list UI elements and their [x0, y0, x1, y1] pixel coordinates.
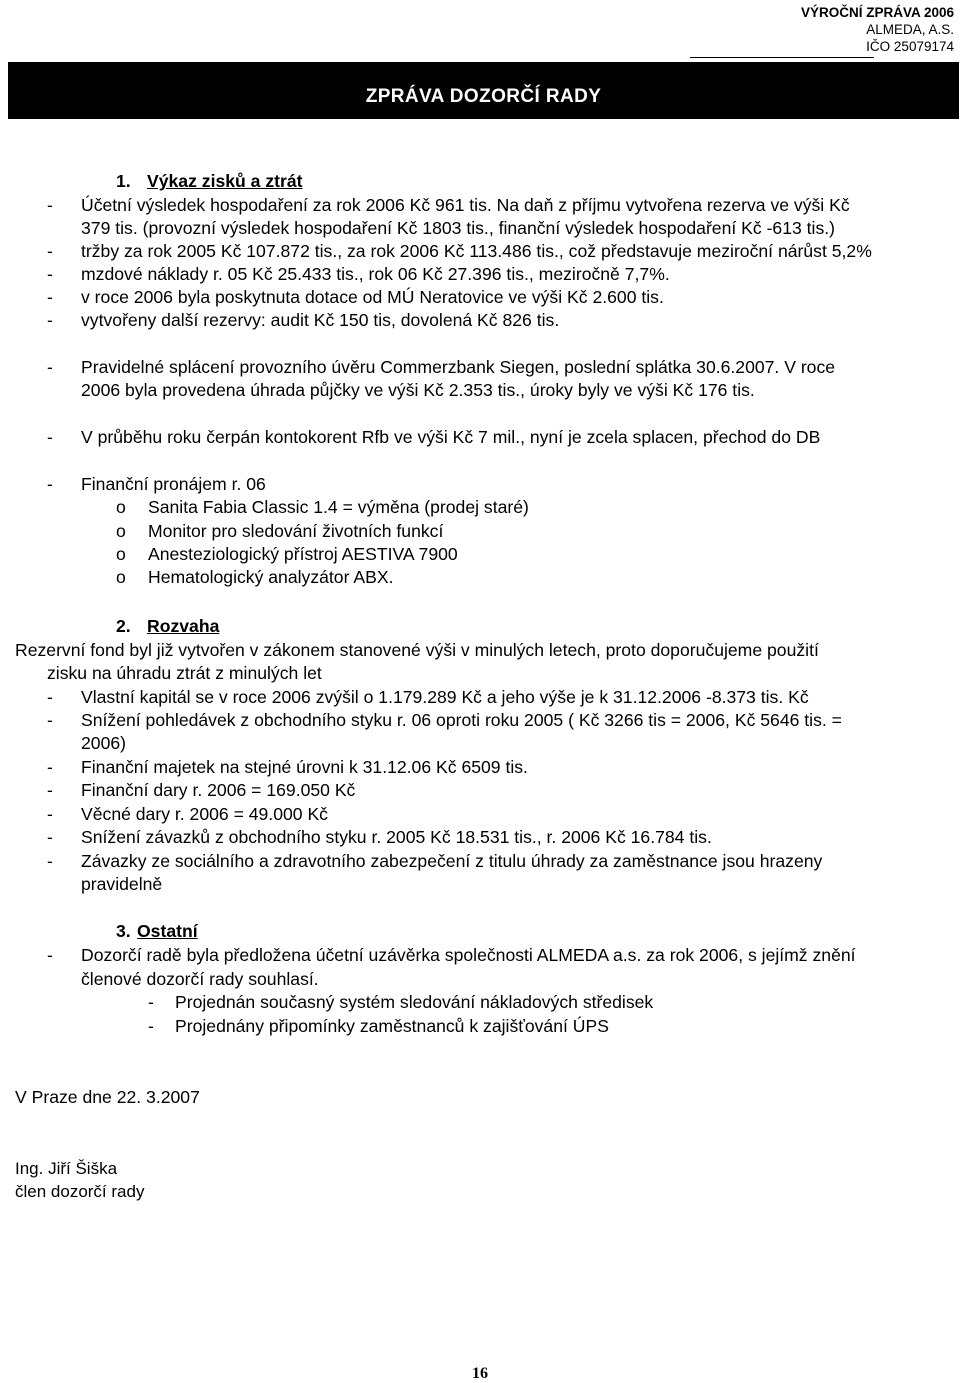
list-item: Dozorčí radě byla předložena účetní uzávěrka společnosti ALMEDA a.s. za rok 2006, s jejímž znění: [81, 945, 856, 965]
list-item: Finanční dary r. 2006 = 169.050 Kč: [81, 780, 356, 800]
paragraph-line: Rezervní fond byl již vytvořen v zákonem stanovené výši v minulých letech, proto doporučujeme použití: [15, 640, 819, 660]
list-item: tržby za rok 2005 Kč 107.872 tis., za rok 2006 Kč 113.486 tis., což představuje meziroční nárůst 5,2%: [81, 241, 872, 261]
bullet-dash: -: [47, 264, 53, 284]
bullet-dash: -: [47, 310, 53, 330]
bullet-dash: -: [148, 1016, 154, 1036]
signatory-name: Ing. Jiří Šiška: [15, 1159, 118, 1178]
sub-list-item: Hematologický analyzátor ABX.: [148, 567, 394, 587]
list-item: Vlastní kapitál se v roce 2006 zvýšil o 1.179.289 Kč a jeho výše je k 31.12.2006 -8.373 tis. Kč: [81, 687, 809, 707]
bullet-dash: -: [47, 804, 53, 824]
signatory-role: člen dozorčí rady: [15, 1182, 145, 1201]
sub-list-item: Projednány připomínky zaměstnanců k zajišťování ÚPS: [175, 1016, 609, 1036]
bullet-dash: -: [47, 357, 53, 377]
report-header: [801, 4, 954, 55]
bullet-dash: -: [47, 851, 53, 871]
bullet-dash: -: [47, 945, 53, 965]
sub-list-item: Anesteziologický přístroj AESTIVA 7900: [148, 544, 458, 564]
section3-number: 3.: [116, 921, 131, 941]
list-item: Závazky ze sociálního a zdravotního zabezpečení z titulu úhrady za zaměstnance jsou hrazeny: [81, 851, 823, 871]
section3-title: Ostatní: [137, 921, 198, 941]
place-date: V Praze dne 22. 3.2007: [15, 1087, 200, 1107]
company-id: IČO 25079174: [866, 39, 954, 54]
section1-title: Výkaz zisků a ztrát: [147, 171, 303, 191]
bullet-dash: -: [47, 687, 53, 707]
list-item: Účetní výsledek hospodaření za rok 2006 Kč 961 tis. Na daň z příjmu vytvořena rezerva ve výši Kč: [81, 195, 850, 215]
sub-list-item: Sanita Fabia Classic 1.4 = výměna (prodej staré): [148, 497, 529, 517]
page-number: 16: [472, 1365, 488, 1382]
title-banner: [8, 62, 959, 119]
sub-bullet-marker: o: [116, 544, 126, 564]
paragraph-line: zisku na úhradu ztrát z minulých let: [47, 663, 322, 683]
sub-bullet-marker: o: [116, 567, 126, 587]
list-item: 2006 byla provedena úhrada půjčky ve výši Kč 2.353 tis., úroky byly ve výši Kč 176 tis.: [81, 380, 755, 400]
company-name: ALMEDA, A.S.: [866, 22, 954, 37]
list-item: Snížení pohledávek z obchodního styku r. 06 oproti roku 2005 ( Kč 3266 tis = 2006, Kč 5646 tis. =: [81, 710, 842, 730]
sub-list-item: Projednán současný systém sledování nákladových středisek: [175, 992, 654, 1012]
bullet-dash: -: [47, 710, 53, 730]
bullet-dash: -: [47, 241, 53, 261]
list-item: Pravidelné splácení provozního úvěru Commerzbank Siegen, poslední splátka 30.6.2007. V roce: [81, 357, 836, 377]
bullet-dash: -: [47, 195, 53, 215]
list-item: Finanční pronájem r. 06: [81, 474, 266, 494]
section2-number: 2.: [116, 616, 131, 636]
list-item: 2006): [81, 733, 126, 753]
report-title: VÝROČNÍ ZPRÁVA 2006: [800, 5, 954, 20]
list-item: V průběhu roku čerpán kontokorent Rfb ve výši Kč 7 mil., nyní je zcela splacen, přechod do DB: [81, 427, 821, 447]
list-item: vytvořeny další rezervy: audit Kč 150 tis, dovolená Kč 826 tis.: [81, 310, 560, 330]
list-item: Finanční majetek na stejné úrovni k 31.12.06 Kč 6509 tis.: [81, 757, 528, 777]
bullet-dash: -: [47, 287, 53, 307]
list-item: členové dozorčí rady souhlasí.: [81, 969, 319, 989]
bullet-dash: -: [148, 992, 154, 1012]
list-item: v roce 2006 byla poskytnuta dotace od MÚ Neratovice ve výši Kč 2.600 tis.: [81, 287, 664, 307]
bullet-dash: -: [47, 827, 53, 847]
list-item: pravidelně: [81, 874, 163, 894]
bullet-dash: -: [47, 474, 53, 494]
sub-list-item: Monitor pro sledování životních funkcí: [148, 521, 444, 541]
bullet-dash: -: [47, 780, 53, 800]
bullet-dash: -: [47, 757, 53, 777]
sub-bullet-marker: o: [116, 497, 126, 517]
bullet-dash: -: [47, 427, 53, 447]
list-item: mzdové náklady r. 05 Kč 25.433 tis., rok 06 Kč 27.396 tis., meziročně 7,7%.: [81, 264, 670, 284]
section1-number: 1.: [116, 171, 131, 191]
list-item: Snížení závazků z obchodního styku r. 2005 Kč 18.531 tis., r. 2006 Kč 16.784 tis.: [81, 827, 712, 847]
section2-title: Rozvaha: [147, 616, 220, 636]
list-item: Věcné dary r. 2006 = 49.000 Kč: [81, 804, 328, 824]
banner-title: ZPRÁVA DOZORČÍ RADY: [365, 86, 602, 107]
header-rule: [690, 57, 874, 58]
sub-bullet-marker: o: [116, 521, 126, 541]
list-item: 379 tis. (provozní výsledek hospodaření Kč 1803 tis., finanční výsledek hospodaření Kč -613 tis.): [81, 218, 836, 238]
